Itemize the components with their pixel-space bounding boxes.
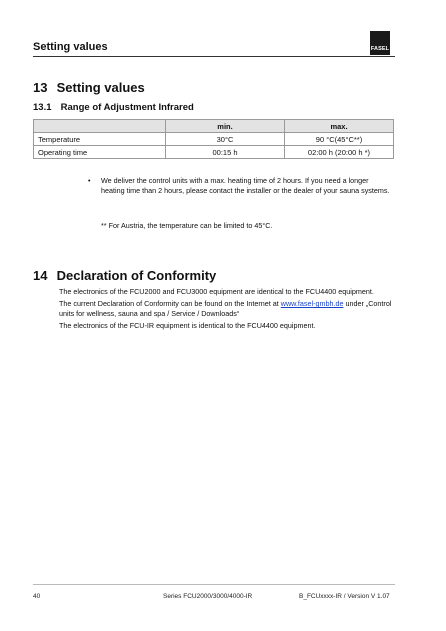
paragraph-electronics-fcu: The electronics of the FCU2000 and FCU3000 equipment are identical to the FCU4400 equipment.: [59, 287, 374, 296]
header-divider: [33, 56, 395, 57]
adjustment-table: [33, 119, 394, 159]
table-header-row: [34, 120, 394, 133]
paragraph-text: under „Control units for wellness, sauna and spa / Service / Downloads“: [59, 299, 392, 318]
table-header-cell: max.: [285, 120, 394, 133]
paragraph-text: The current Declaration of Conformity can be found on the Internet at: [59, 299, 281, 308]
table-cell: 02:00 h (20:00 h *): [285, 146, 394, 159]
footer-divider: [33, 584, 395, 585]
table-header-cell: [34, 120, 166, 133]
fasel-website-link[interactable]: www.fasel-gmbh.de: [280, 299, 344, 308]
section-13-heading: [33, 80, 145, 95]
footnote: ** For Austria, the temperature can be limited to 45°C.: [101, 221, 273, 230]
section-13-1-number: 13.1: [33, 102, 52, 113]
table-cell: Temperature: [34, 133, 166, 146]
table-cell: 00:15 h: [166, 146, 285, 159]
table-cell: 30°C: [166, 133, 285, 146]
page-header-title: Setting values: [33, 41, 108, 53]
table-cell: Operating time: [34, 146, 166, 159]
section-14-number: 14: [33, 268, 48, 283]
section-14-title: Declaration of Conformity: [56, 268, 217, 283]
fasel-logo: FASEL: [370, 31, 390, 55]
section-13-number: 13: [33, 80, 48, 95]
bullet-text: We deliver the control units with a max. heating time of 2 hours. If you need a longer heating time than 2 hours, please contact the installer or the dealer of your sauna systems.: [101, 176, 390, 195]
section-13-title: Setting values: [56, 80, 145, 95]
section-14-heading: [33, 268, 216, 283]
bullet-marker: •: [88, 176, 91, 185]
footer-version: B_FCUxxxx-IR / Version V 1.07: [299, 593, 390, 600]
section-13-1-title: Range of Adjustment Infrared: [60, 102, 194, 113]
footer-series: Series FCU2000/3000/4000-IR: [163, 593, 253, 600]
table-cell: 90 °C(45°C**): [285, 133, 394, 146]
bullet-item: [88, 176, 391, 196]
table-row: [34, 146, 394, 159]
footer-page-number: 40: [33, 593, 41, 600]
paragraph-declaration-location: [59, 299, 395, 319]
table-header-cell: min.: [166, 120, 285, 133]
paragraph-electronics-ir: The electronics of the FCU-IR equipment is identical to the FCU4400 equipment.: [59, 321, 316, 330]
section-13-1-heading: [33, 102, 194, 113]
table-row: [34, 133, 394, 146]
